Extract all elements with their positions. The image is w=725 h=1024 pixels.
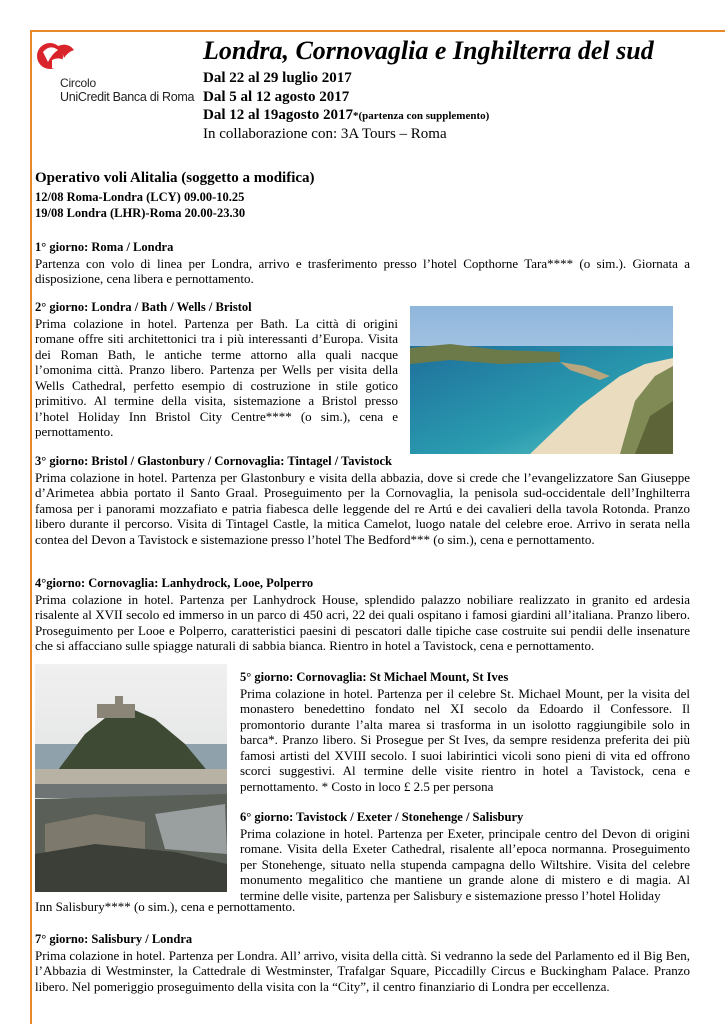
day-2 <box>35 300 398 440</box>
logo-line-circolo: Circolo <box>60 76 96 90</box>
date-line-3 <box>203 107 489 124</box>
day-4-text: Prima colazione in hotel. Partenza per Lanhydrock House, splendido palazzo nobiliare realizzato in granito ed ardesia risalente al XVII secolo ed immerso in un parco di 450 acri, 22 dei quali ospitano i famosi giardini all’italiana. Pranzo libero. Proseguimento per Looe e Polperro, caratteristici paesini di pescatori dalle tipiche case costruite sui pendii delle insenature che si affacciano sulle spiagge naturali di sabbia bianca. Rientro in hotel a Tavistock, cena e pernottamento. <box>35 591 690 653</box>
day-6-text: Prima colazione in hotel. Partenza per Exeter, principale centro del Devon di origini romane. Visita della Exeter Cathedral, risalente all’epoca normanna. Proseguimento per Stonehenge, situato nella stupenda campagna dello Wiltshire. Visita del celebre monumento megalitico che mantiene un grande alone di mistero e di magia. Al termine delle visite, partenza per Salisbury e sistemazione presso l’hotel Holiday <box>240 825 690 903</box>
day-1-text: Partenza con volo di linea per Londra, arrivo e trasferimento presso l’hotel Copthorne Tara**** (o sim.). Giornata a disposizione, cena libera e pernottamento. <box>35 255 690 286</box>
day-5-title: 5° giorno: Cornovaglia: St Michael Mount, St Ives <box>240 670 509 684</box>
cornwall-beach-photo <box>410 306 673 454</box>
day-5-text: Prima colazione in hotel. Partenza per il celebre St. Michael Mount, per la visita del monastero benedettino fondato nel XI secolo da Edoardo il Confessore. Il promontorio durante l’alta marea si trasforma in un isolotto raggiungibile solo in barca*. Pranzo libero. Si Prosegue per St Ives, da sempre residenza preferita dei più famosi artisti del XVIII secolo. I suoi labirintici vicoli sono pieni di vita ed offrono scorci suggestivi. Al termine delle visite rientro in hotel a Tavistock, cena e pernottamento. * Costo in loco £ 2.5 per persona <box>240 685 690 794</box>
day-2-title: 2° giorno: Londra / Bath / Wells / Bristol <box>35 300 252 314</box>
day-5 <box>240 670 690 794</box>
day-6 <box>240 810 690 903</box>
day-4-title: 4°giorno: Cornovaglia: Lanhydrock, Looe, Polperro <box>35 576 314 590</box>
day-1 <box>35 240 690 287</box>
day-6-title: 6° giorno: Tavistock / Exeter / Stonehenge / Salisbury <box>240 810 524 824</box>
day-1-title: 1° giorno: Roma / Londra <box>35 240 174 254</box>
day-7 <box>35 932 690 994</box>
day-2-text: Prima colazione in hotel. Partenza per Bath. La città di origini romane offre siti architettonici tra i più interessanti d’Europa. Visita dei Roman Bath, le antiche terme attorno alla quali nacque l’omonima città. Pranzo libero. Partenza per Wells per visita della Wells Cathedral, perfetto esempio di costruzione in stile gotico primitivo. Al termine della visita, sistemazione a Bristol presso l’hotel Holiday Inn Bristol City Centre**** (o sim.), cena e pernottamento. <box>35 315 398 439</box>
day-7-title: 7° giorno: Salisbury / Londra <box>35 932 193 946</box>
day-7-text: Prima colazione in hotel. Partenza per Londra. All’ arrivo, visita della città. Si vedranno la sede del Parlamento ed il Big Ben, l’Abbazia di Westminster, la Cattedrale di Westminster, Trafalgar Square, Piccadilly Circus e Buckingham Palace. Pranzo libero. Nel pomeriggio proseguimento della visita con la “City”, il centro finanziario di Londra per eccellenza. <box>35 947 690 994</box>
date-line-1: Dal 22 al 29 luglio 2017 <box>203 70 352 86</box>
day-3-text: Prima colazione in hotel. Partenza per Glastonbury e visita della abbazia, dove si crede che l’evangelizzatore San Giuseppe d’Arimetea abbia portato il Santo Graal. Proseguimento per la Cornovaglia, la penisola sud-occidentale dell’Inghilterra famosa per i panorami mozzafiato e patria fiabesca delle leggende del re Artú e dei cavalieri della tavola Rotonda. Pranzo libero durante il percorso. Visita di Tintagel Castle, la mitica Camelot, luogo natale del celebre eroe. Arrivo in serata nella contea del Devon a Tavistock e sistemazione presso l’hotel The Bedford*** (o sim.), cena e pernottamento. <box>35 469 690 547</box>
day-6-continuation <box>35 899 690 915</box>
collaboration-line: In collaborazione con: 3A Tours – Roma <box>203 126 447 142</box>
date-line-2: Dal 5 al 12 agosto 2017 <box>203 89 350 105</box>
day-3 <box>35 454 690 547</box>
frame-top-rule <box>30 30 725 32</box>
day-4 <box>35 576 690 654</box>
frame-left-rule <box>30 30 32 1024</box>
unicredit-logo-icon <box>34 40 78 80</box>
day-6-text-cont: Inn Salisbury**** (o sim.), cena e pernottamento. <box>35 899 296 914</box>
circolo-logo <box>34 40 194 110</box>
day-3-title: 3° giorno: Bristol / Glastonbury / Cornovaglia: Tintagel / Tavistock <box>35 454 393 468</box>
st-michael-mount-photo <box>35 664 227 892</box>
flights-heading: Operativo voli Alitalia (soggetto a modifica) <box>35 170 315 186</box>
flight-outbound: 12/08 Roma-Londra (LCY) 09.00-10.25 <box>35 190 245 204</box>
flight-return: 19/08 Londra (LHR)-Roma 20.00-23.30 <box>35 206 246 220</box>
page-title: Londra, Cornovaglia e Inghilterra del sud <box>203 36 654 65</box>
date-line-3-text: Dal 12 al 19agosto 2017 <box>203 107 353 123</box>
logo-line-bank: UniCredit Banca di Roma <box>60 90 195 104</box>
date-line-3-note: *(partenza con supplemento) <box>353 110 490 122</box>
